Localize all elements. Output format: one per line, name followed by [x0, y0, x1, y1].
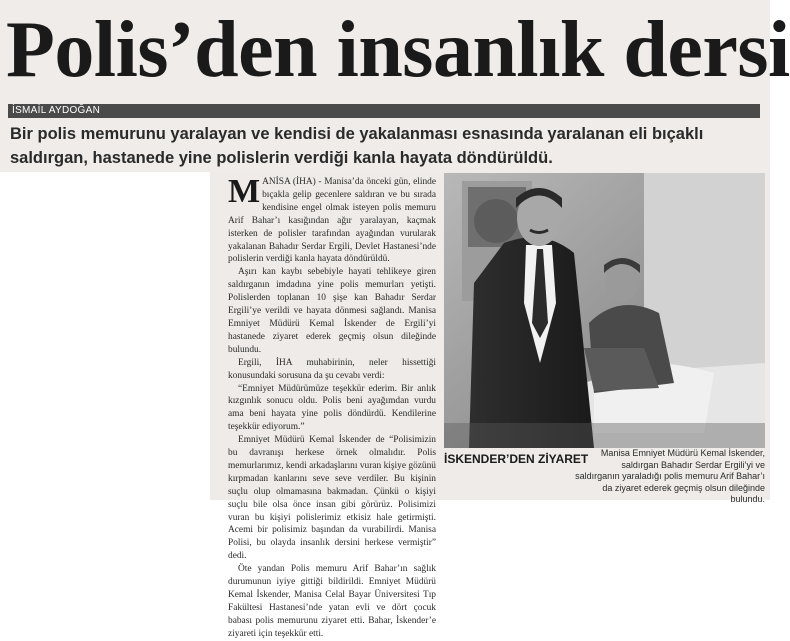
article-paragraph-2: Aşırı kan kaybı sebebiyle hayati tehlikeye giren saldırganın imdadına yine polis memurları yetişti. Polislerden toplanan 10 şişe kan Bahadır Serdar Ergili’ye verildi ve hayata dönmesi sağlandı. Manisa Emniyet Müdürü Kemal İskender de Ergili’yi hastanede ziyaret ederek geçmiş olsun dileğinde bulundu. [228, 267, 436, 355]
photo-caption-title: İSKENDER’DEN ZİYARET [444, 452, 589, 466]
article-paragraph-1 [228, 173, 436, 266]
photo-caption-text: Manisa Emniyet Müdürü Kemal İskender, saldırgan Bahadır Serdar Ergili’yi ve saldırganın yaraladığı polis memuru Arif Bahar’ı da ziyaret ederek geçmiş olsun dileğinde bulundu. [575, 448, 765, 504]
article-paragraph-4: “Emniyet Müdürümüze teşekkür ederim. Bir anlık kızgınlık sonucu oldu. Polis beni ayağımdan vurdu ama beni hayata yine polis döndürdü. Kendilerine teşekkür ediyorum.” [228, 383, 436, 433]
article-paragraph-5: Emniyet Müdürü Kemal İskender de “Polisimizin bu davranışı herkese örnek olmalıdır. Polis memurlarımız, kendi arkadaşlarını vuran kişiye gözünü kırpmadan kanlarını seve seve verdiler. Bu kişinin suçlu olup olmamasına bakmadan. Çünkü o kişiyi suçlu bile olsa önce insan gibi görürüz. Polisimizi vuran bu kişiyi polislerimiz etkisiz hale getirmişti. Acemi bir polisimiz başından da vurabilirdi. Manisa Polisi, bu olayda insanlık dersini herkese vermiştir” dedi. [228, 435, 436, 562]
drop-cap: M [228, 173, 261, 210]
article-column [228, 173, 436, 639]
byline-bar [8, 104, 760, 118]
byline: İSMAİL AYDOĞAN [12, 105, 101, 116]
hospital-visit-photo-icon [444, 173, 765, 448]
article-paragraph-3: Ergili, İHA muhabirinin, neler hissettiği konusundaki sorusuna da şu cevabı verdi: [228, 357, 436, 381]
subheadline: Bir polis memurunu yaralayan ve kendisi de yakalanması esnasında yaralanan eli bıçaklı saldırgan, hastanede yine polislerin verdiği kanla hayata döndürüldü. [10, 125, 704, 167]
news-photo [444, 173, 765, 448]
article-paragraph-6: Öte yandan Polis memuru Arif Bahar’ın sağlık durumunun iyiye gittiği bildirildi. Emniyet Müdürü Kemal İskender, Manisa Celal Bayar Üniversitesi Tıp Fakültesi Hastanesi’nde yatan evli ve dört çocuk babası polis memurunu ziyaret etti. Bahar, İskender’e ziyareti için teşekkür etti. [228, 564, 436, 639]
article-paragraph-1-text: ANİSA (İHA) - Manisa’da önceki gün, elinde bıçakla gelip gecenlere saldıran ve bu sırada kendisine engel olmak isteyen polis memuru Arif Bahar’ı kasığından ağır yaralayan, kaçmak isterken de polisler tarafından ayağından vurularak yakalanan Bahadır Serdar Ergili, Devlet Hastanesi’nde polislerin verdiği kanla hayata döndürüldü. [228, 177, 436, 265]
blank-margin [0, 172, 210, 500]
headline: Polis’den insanlık dersi [6, 6, 790, 94]
